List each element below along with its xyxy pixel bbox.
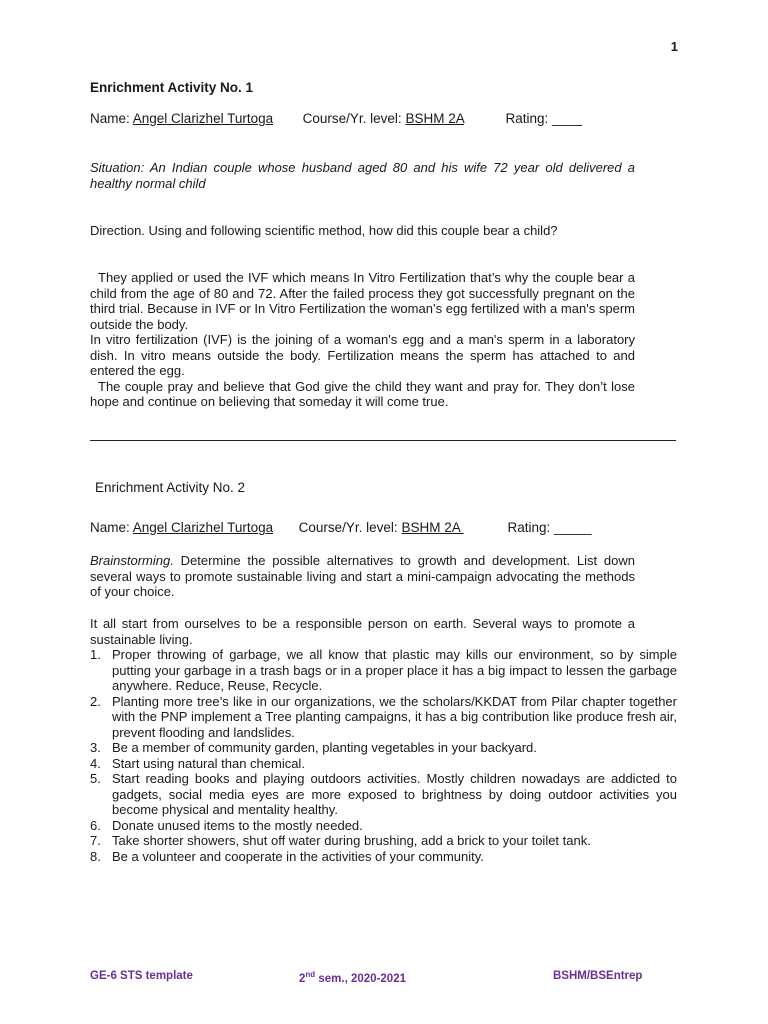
list-item-text: Be a volunteer and cooperate in the activities of your community.: [112, 848, 484, 864]
list-item: [90, 756, 677, 772]
rating-label: Rating: _____: [507, 520, 592, 535]
list-item-number: 2.: [90, 693, 101, 709]
answer-paragraph-3: The couple pray and believe that God give the child they want and pray for. They don’t lose hope and continue on believing that someday it will come true.: [90, 378, 635, 409]
rating-label: Rating: ____: [505, 111, 583, 126]
name-value: Angel Clarizhel Turtoga: [132, 111, 274, 126]
list-item: [90, 849, 677, 865]
list-item-text: Be a member of community garden, planting vegetables in your backyard.: [112, 740, 537, 755]
list-item-number: 4.: [90, 755, 101, 771]
course-label: Course/Yr. level:: [302, 111, 402, 126]
list-item-text: Planting more tree’s like in our organizations, we the scholars/KKDAT from Pilar chapter together with the PNP implement a Tree planting campaigns, it has a big contribution like produce fresh air, prevent flooding and landslides.: [112, 693, 677, 740]
list-item-number: 8.: [90, 848, 101, 864]
ways-list-container: [90, 647, 677, 864]
list-item: [90, 740, 677, 756]
page-number: 1: [670, 39, 678, 54]
list-item: [90, 694, 677, 741]
list-item-text: Start using natural than chemical.: [112, 755, 305, 771]
name-label: Name:: [90, 111, 130, 126]
ways-list: [90, 647, 677, 864]
brainstorming-prompt: [90, 553, 635, 600]
list-item-number: 6.: [90, 817, 101, 833]
course-value: BSHM 2A: [401, 520, 464, 535]
activity-1-info-row: [90, 111, 650, 126]
list-item-number: 7.: [90, 833, 101, 848]
list-item-text: Start reading books and playing outdoors activities. Mostly children nowadays are addicted to gadgets, social media eyes are more exposed to brightness by doing outdoor activities you become physical and mentality healthy.: [112, 771, 677, 817]
activity-1-title: Enrichment Activity No. 1: [90, 80, 254, 95]
situation-text: Situation: An Indian couple whose husband aged 80 and his wife 72 year old delivered a healthy normal child: [90, 160, 635, 191]
footer-right: BSHM/BSEntrep: [553, 970, 643, 982]
footer-sem-text: sem., 2020-2021: [315, 972, 406, 985]
list-item: [90, 833, 677, 849]
direction-text: Direction. Using and following scientific method, how did this couple bear a child?: [90, 223, 558, 238]
name-label: Name:: [90, 520, 130, 535]
answer-paragraph-2: In vitro fertilization (IVF) is the joining of a woman's egg and a man's sperm in a laboratory dish. In vitro means outside the body. Fertilization means the sperm has attached to and entered the egg.: [90, 332, 635, 378]
list-item-text: Donate unused items to the mostly needed.: [112, 817, 363, 833]
footer-semester: [299, 970, 406, 985]
name-value: Angel Clarizhel Turtoga: [132, 520, 274, 535]
prompt-rest: Determine the possible alternatives to growth and development. List down several ways to promote sustainable living and start a mini-campaign advocating the methods of your choice.: [90, 553, 635, 599]
answer-paragraph-1: They applied or used the IVF which means In Vitro Fertilization that’s why the couple bear a child from the age of 80 and 72. After the failed process they got successfully pregnant on the third trial. Because in IVF or In Vitro Fertilization the woman’s egg fertilized with a man's sperm outside the body.: [90, 270, 635, 332]
footer-left: GE-6 STS template: [90, 970, 193, 982]
footer-sem-num: 2: [299, 972, 306, 985]
list-item-number: 5.: [90, 771, 101, 786]
section-divider: [90, 440, 676, 441]
course-value: BSHM 2A: [405, 111, 464, 126]
prompt-lead: Brainstorming.: [90, 553, 174, 568]
intro-text: It all start from ourselves to be a responsible person on earth. Several ways to promote a sustainable living.: [90, 616, 635, 647]
list-item: [90, 771, 677, 818]
activity-2-title: Enrichment Activity No. 2: [95, 480, 246, 495]
answer-block: [90, 270, 635, 410]
list-item-text: Proper throwing of garbage, we all know that plastic may kills our environment, so by simple putting your garbage in a trash bags or in a proper place it has a big impact to lessen the garbage anywhere. Reduce, Reuse, Recycle.: [112, 647, 677, 693]
list-item: [90, 818, 677, 834]
activity-2-info-row: [90, 520, 650, 535]
list-item: [90, 647, 677, 694]
list-item-text: Take shorter showers, shut off water during brushing, add a brick to your toilet tank.: [112, 833, 591, 848]
course-label: Course/Yr. level:: [298, 520, 398, 535]
list-item-number: 3.: [90, 740, 101, 755]
list-item-number: 1.: [90, 647, 101, 662]
footer-sem-sup: nd: [305, 970, 316, 979]
